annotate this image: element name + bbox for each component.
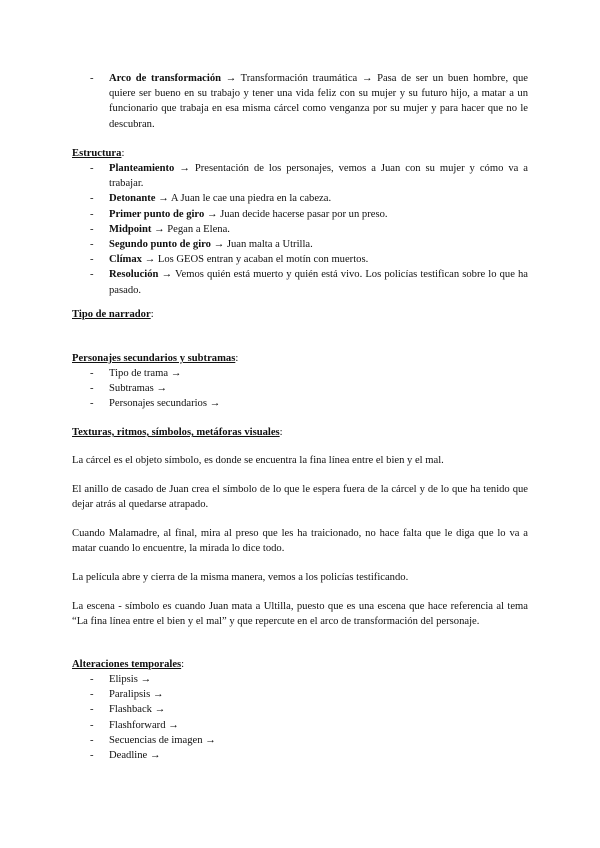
structure-term: Resolución [109, 269, 159, 281]
list-item [72, 222, 528, 237]
structure-term: Midpoint [109, 223, 152, 235]
list-item [72, 191, 528, 206]
narrator-heading: Tipo de narrador [72, 309, 151, 320]
list-item: - Secuencias de imagen → [72, 733, 528, 748]
narrator-heading-line [72, 307, 528, 322]
list-item [72, 237, 528, 252]
colon: : [150, 309, 154, 320]
secondary-heading: Personajes secundarios y subtramas [72, 353, 236, 364]
structure-heading: Estructura [72, 148, 122, 159]
list-item [72, 161, 528, 191]
structure-heading-line [72, 146, 528, 161]
structure-text: → Vemos quién está muerto y quién está vivo. Los policías testifican sobre lo que ha pasado. [109, 269, 528, 296]
list-item [72, 207, 528, 222]
list-item: - Personajes secundarios → [72, 396, 528, 411]
list-item: - Paralipsis → [72, 687, 528, 702]
arc-text: → Transformación traumática → Pasa de ser un buen hombre, que quiere ser bueno en su trabajo y tener una vida feliz con su mujer y su futuro hijo, a matar a un funcionario que trabaja en esa misma cárcel como venganza por su mujer y para hacer que no le descubran. [109, 73, 529, 130]
list-item: - Deadline → [72, 748, 528, 763]
temporal-heading-line [72, 657, 528, 672]
arc-list [72, 71, 528, 132]
list-item [72, 267, 528, 297]
temporal-heading: Alteraciones temporales [72, 659, 182, 670]
colon: : [235, 353, 239, 364]
structure-term: Primer punto de giro [109, 208, 205, 220]
colon: : [181, 659, 185, 670]
structure-text: → Pegan a Elena. [154, 223, 230, 235]
secondary-heading-line [72, 351, 528, 366]
textures-paragraph: Cuando Malamadre, al final, mira al preso que les ha traicionado, no hace falta que le diga que lo va a matar cuando lo encuentre, la mirada lo dice todo. [72, 528, 528, 555]
textures-paragraph: La cárcel es el objeto símbolo, es donde se encuentra la fina línea entre el bien y el mal. [72, 455, 444, 466]
textures-heading: Texturas, ritmos, símbolos, metáforas visuales [72, 427, 280, 438]
structure-text: → Presentación de los personajes, vemos a Juan con su mujer y cómo va a trabajar. [109, 163, 528, 190]
list-item [72, 71, 528, 132]
colon: : [279, 427, 283, 438]
textures-paragraph: El anillo de casado de Juan crea el símbolo de lo que le espera fuera de la cárcel y de lo que ha tenido que dejar atrás al quedarse atrapado. [72, 484, 528, 511]
arc-term: Arco de transformación [109, 73, 222, 84]
list-item: - Flashback → [72, 702, 528, 717]
structure-text: → A Juan le cae una piedra en la cabeza. [158, 193, 332, 205]
list-item: - Elipsis → [72, 672, 528, 687]
secondary-list [72, 366, 528, 412]
colon: : [121, 148, 125, 159]
list-item: - Flashforward → [72, 718, 528, 733]
textures-heading-line [72, 425, 528, 440]
list-item [72, 252, 528, 267]
list-item: - Tipo de trama → [72, 366, 528, 381]
structure-list [72, 161, 528, 298]
structure-term: Planteamiento [109, 163, 175, 174]
structure-text: → Los GEOS entran y acaban el motín con muertos. [144, 254, 369, 266]
structure-term: Clímax [109, 254, 142, 266]
structure-text: → Juan decide hacerse pasar por un preso. [206, 208, 388, 220]
structure-term: Detonante [109, 193, 156, 205]
structure-term: Segundo punto de giro [109, 239, 211, 251]
textures-paragraph: La escena - símbolo es cuando Juan mata a Ultilla, puesto que es una escena que hace referencia al tema “La fina línea entre el bien y el mal” y que repercute en el arco de transformación del personaje. [72, 601, 528, 628]
temporal-list [72, 672, 528, 763]
list-item: - Subtramas → [72, 381, 528, 396]
structure-text: → Juan malta a Utrilla. [213, 239, 313, 251]
textures-paragraph: La película abre y cierra de la misma manera, vemos a los policías testificando. [72, 572, 409, 583]
